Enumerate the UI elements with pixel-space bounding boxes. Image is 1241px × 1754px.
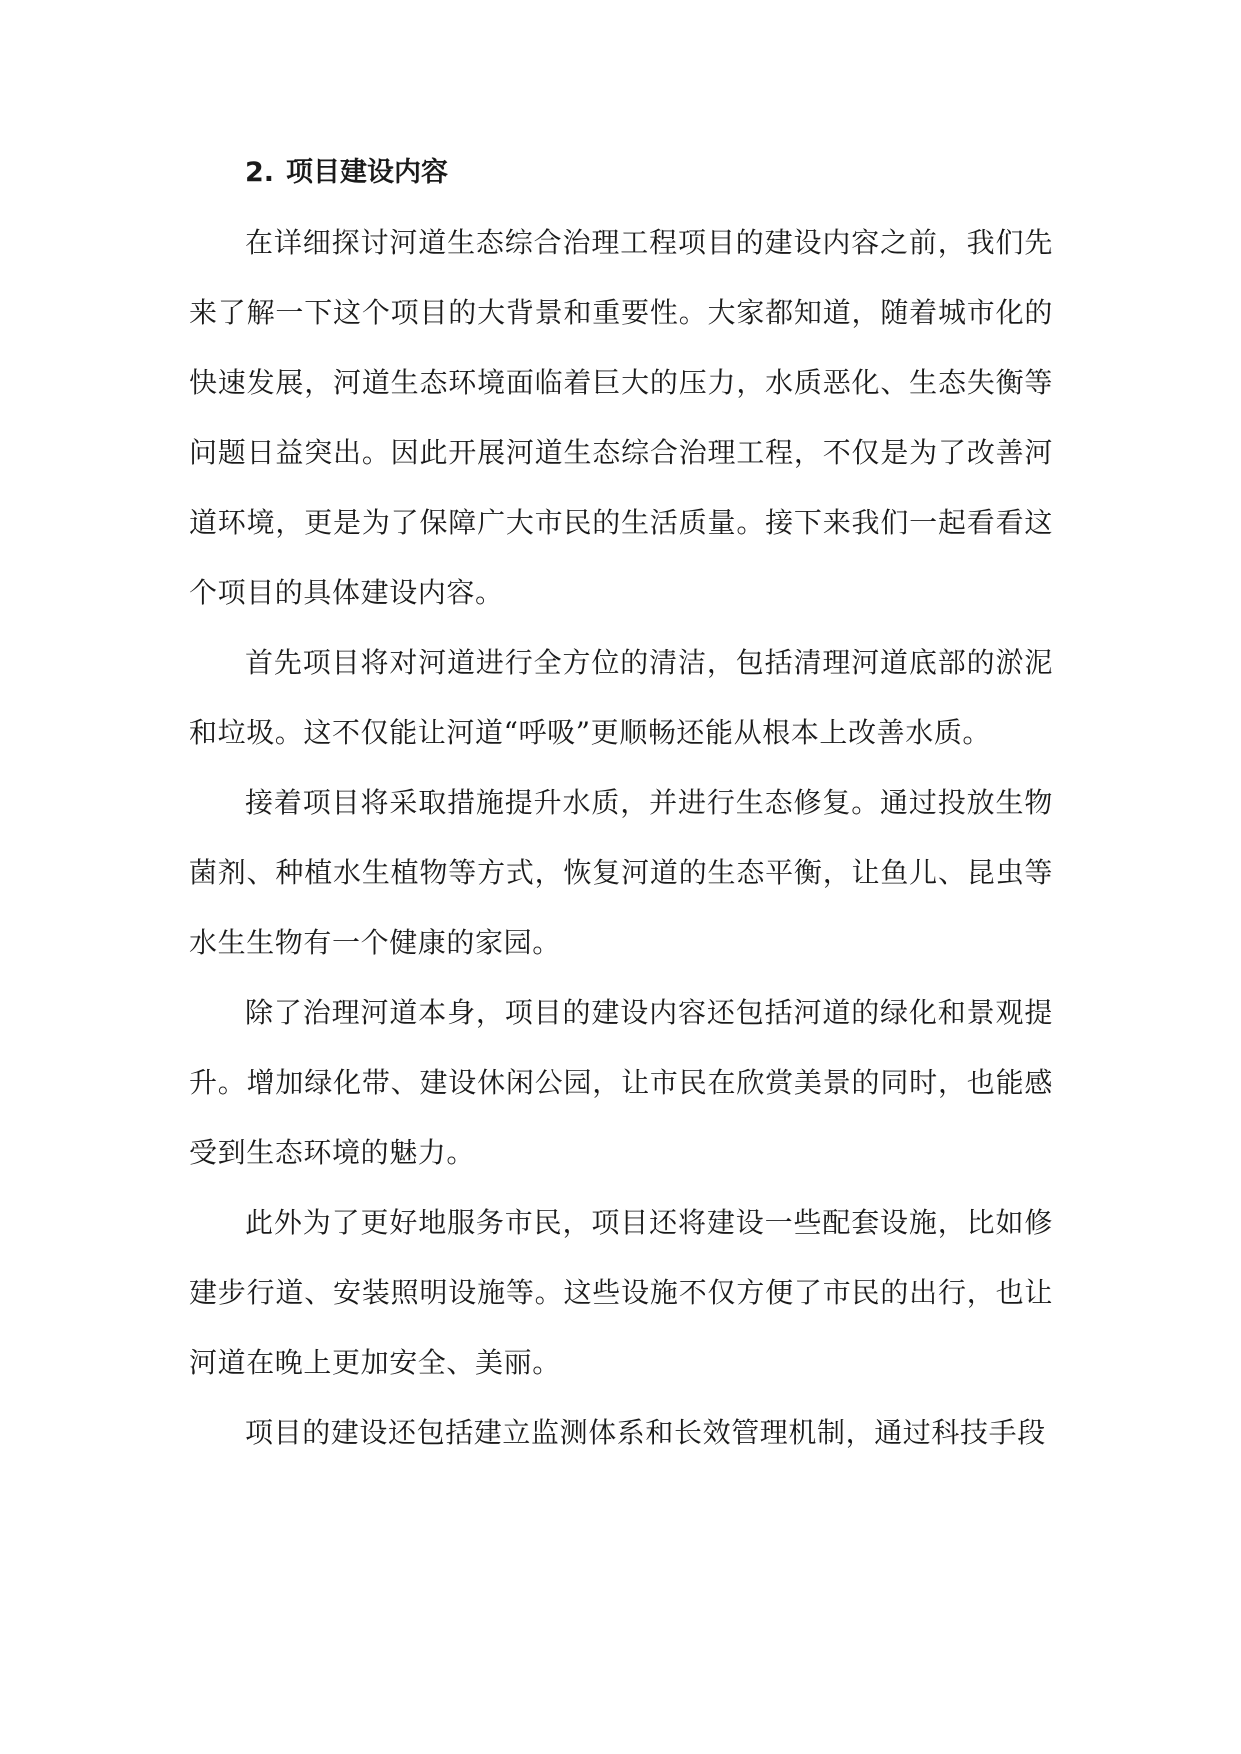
paragraph-water-quality: 接着项目将采取措施提升水质，并进行生态修复。通过投放生物菌剂、种植水生植物等方式，恢复河道的生态平衡，让鱼儿、昆虫等水生生物有一个健康的家园。 [189, 786, 1053, 959]
section-heading [189, 138, 1053, 208]
paragraph-facilities: 此外为了更好地服务市民，项目还将建设一些配套设施，比如修建步行道、安装照明设施等。这些设施不仅方便了市民的出行，也让河道在晚上更加安全、美丽。 [189, 1206, 1053, 1379]
section-number: 2. [245, 157, 275, 188]
paragraph-cleaning: 首先项目将对河道进行全方位的清洁，包括清理河道底部的淤泥和垃圾。这不仅能让河道“呼吸”更顺畅还能从根本上改善水质。 [189, 646, 1053, 749]
paragraph-monitoring: 项目的建设还包括建立监测体系和长效管理机制，通过科技手段 [245, 1416, 1046, 1449]
section-title: 项目建设内容 [286, 157, 449, 188]
paragraph-greening: 除了治理河道本身，项目的建设内容还包括河道的绿化和景观提升。增加绿化带、建设休闲公园，让市民在欣赏美景的同时，也能感受到生态环境的魅力。 [189, 996, 1053, 1169]
document-body [189, 138, 1053, 1468]
paragraph-background: 在详细探讨河道生态综合治理工程项目的建设内容之前，我们先来了解一下这个项目的大背景和重要性。大家都知道，随着城市化的快速发展，河道生态环境面临着巨大的压力，水质恶化、生态失衡等问题日益突出。因此开展河道生态综合治理工程，不仅是为了改善河道环境，更是为了保障广大市民的生活质量。接下来我们一起看看这个项目的具体建设内容。 [189, 226, 1053, 609]
